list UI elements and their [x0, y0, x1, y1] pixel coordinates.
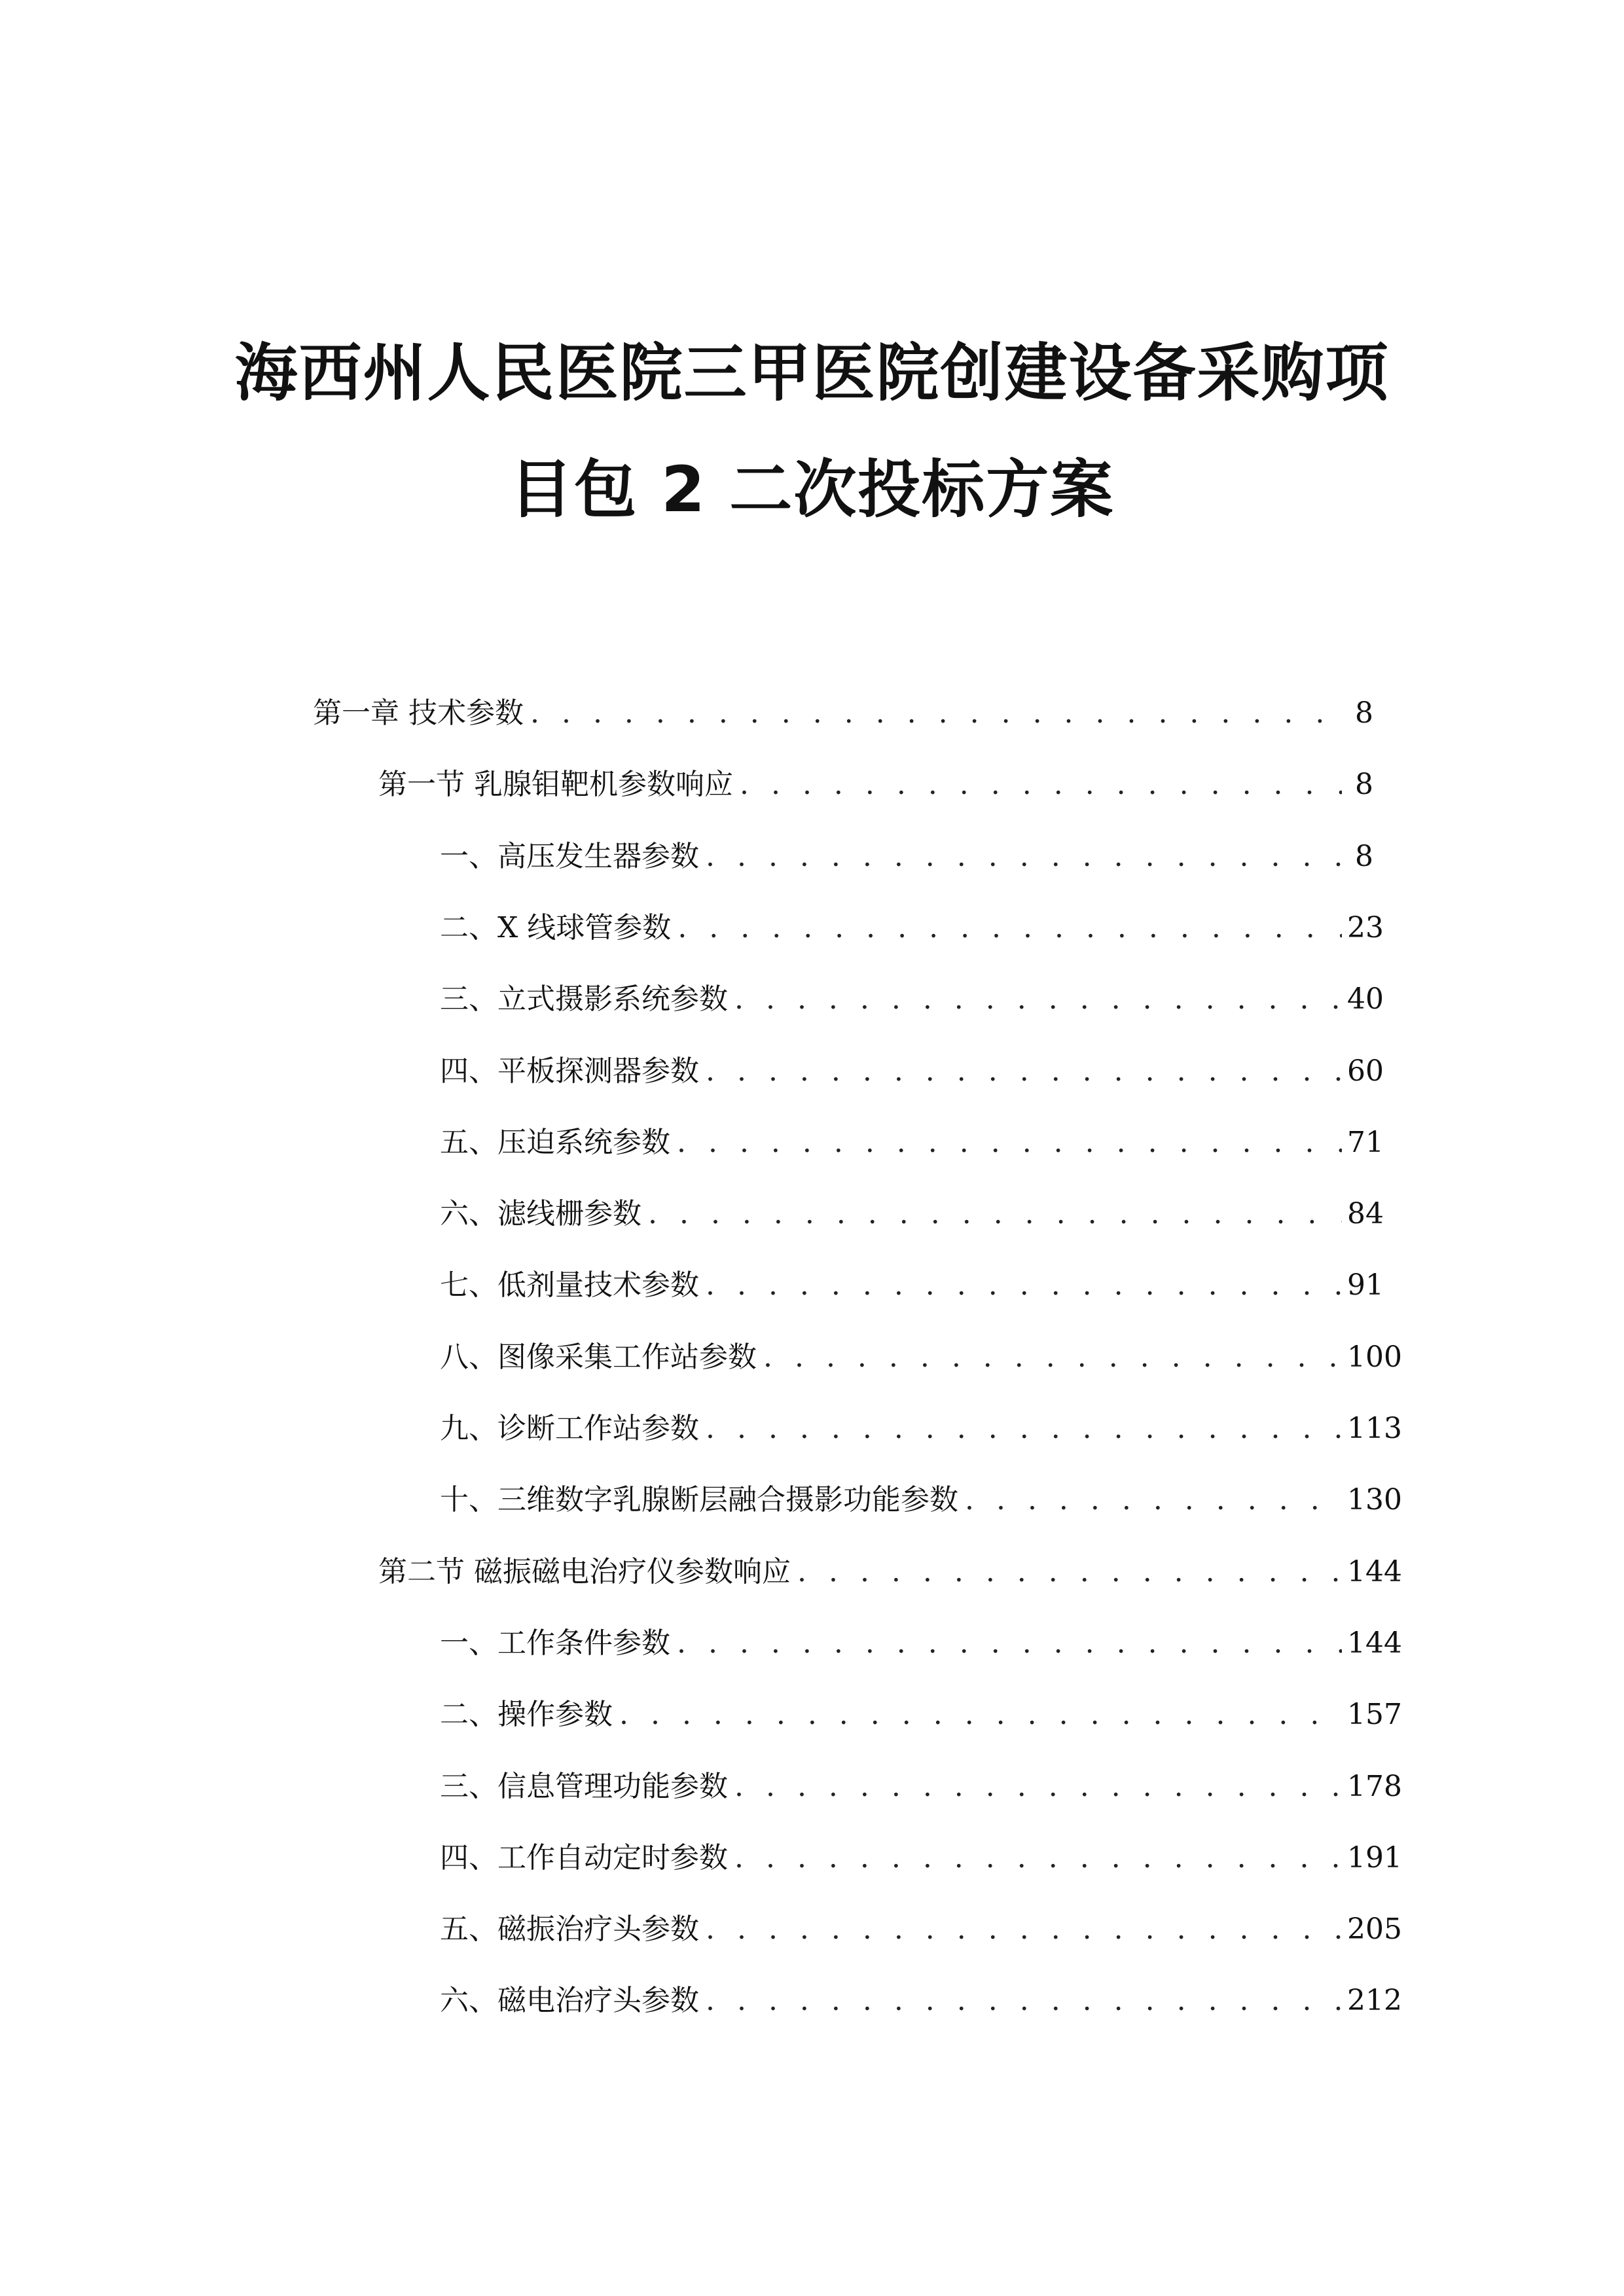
toc-entry[interactable] [440, 1689, 1402, 1734]
toc-entry-number: 五、 [440, 1912, 497, 1946]
toc-entry-label: 磁振治疗头参数 [497, 1912, 699, 1946]
toc-entry-label: 第一章 技术参数 [313, 696, 524, 730]
toc-entry[interactable] [378, 759, 1373, 804]
toc-page-number: 157 [1347, 1698, 1402, 1731]
toc-page-number: 144 [1347, 1555, 1402, 1588]
toc-page-number: 8 [1355, 696, 1373, 730]
toc-entry-label: 工作自动定时参数 [497, 1841, 728, 1874]
toc-dot-leader [734, 1839, 1342, 1878]
toc-page-number: 100 [1347, 1340, 1402, 1374]
toc-page-number: 40 [1347, 982, 1384, 1016]
toc-entry[interactable] [378, 1546, 1402, 1592]
toc-entry[interactable] [440, 1474, 1402, 1520]
toc-dot-leader [706, 1981, 1342, 2020]
toc-entry-number: 六、 [440, 1984, 497, 2017]
toc-dot-leader [706, 1266, 1342, 1305]
toc-entry[interactable] [440, 1045, 1384, 1091]
toc-entry[interactable] [313, 687, 1373, 733]
toc-dot-leader [677, 1624, 1342, 1663]
toc-entry-number: 七、 [440, 1268, 497, 1302]
toc-entry-number: 三、 [440, 1770, 497, 1803]
toc-dot-leader [706, 1052, 1342, 1091]
toc-entry-label: 图像采集工作站参数 [497, 1340, 757, 1374]
toc-page-number: 130 [1347, 1483, 1402, 1516]
toc-entry[interactable] [440, 1188, 1384, 1234]
toc-entry-label: 平板探测器参数 [497, 1054, 699, 1088]
toc-entry-number: 二、 [440, 1698, 497, 1731]
toc-page-number: 8 [1355, 840, 1373, 873]
toc-entry[interactable] [440, 973, 1384, 1019]
toc-entry-number: 四、 [440, 1054, 497, 1088]
toc-page-number: 91 [1347, 1268, 1384, 1302]
toc-page-number: 205 [1347, 1912, 1402, 1946]
toc-entry-label: 第一节 乳腺钼靶机参数响应 [378, 768, 733, 801]
toc-entry-label: 磁电治疗头参数 [497, 1984, 699, 2017]
toc-dot-leader [763, 1338, 1342, 1377]
toc-dot-leader [740, 765, 1342, 804]
toc-entry-label: 压迫系统参数 [497, 1126, 670, 1159]
toc-page-number: 191 [1347, 1841, 1402, 1874]
toc-entry-label: 三维数字乳腺断层融合摄影功能参数 [497, 1483, 958, 1516]
toc-entry[interactable] [440, 902, 1384, 948]
toc-entry[interactable] [440, 1975, 1402, 2020]
toc-entry-number: 九、 [440, 1412, 497, 1445]
toc-dot-leader [734, 1767, 1342, 1806]
toc-dot-leader [965, 1480, 1342, 1520]
toc-entry-label: 工作条件参数 [497, 1626, 670, 1660]
toc-dot-leader [706, 837, 1342, 876]
toc-entry-label: 操作参数 [497, 1698, 613, 1731]
toc-entry[interactable] [440, 1259, 1384, 1305]
toc-entry[interactable] [440, 1761, 1402, 1806]
toc-dot-leader [677, 1123, 1342, 1162]
toc-page-number: 113 [1347, 1412, 1402, 1445]
toc-entry-number: 五、 [440, 1126, 497, 1159]
toc-entry[interactable] [440, 1832, 1402, 1878]
toc-dot-leader [648, 1194, 1342, 1234]
toc-page-number: 71 [1347, 1126, 1384, 1159]
toc-entry-number: 十、 [440, 1483, 497, 1516]
toc-dot-leader [734, 980, 1342, 1019]
toc-entry-number: 一、 [440, 1626, 497, 1660]
toc-entry-label: 信息管理功能参数 [497, 1770, 728, 1803]
toc-page-number: 60 [1347, 1054, 1384, 1088]
toc-page-number: 23 [1347, 911, 1384, 944]
toc-entry-number: 八、 [440, 1340, 497, 1374]
toc-entry-number: 二、 [440, 911, 497, 944]
toc-entry[interactable] [440, 1117, 1384, 1162]
toc-page-number: 212 [1347, 1984, 1402, 2017]
document-title-line-2: 目包 2 二次投标方案 [509, 453, 1115, 526]
toc-entry[interactable] [440, 1331, 1402, 1377]
toc-entry-number: 三、 [440, 982, 497, 1016]
toc-entry-number: 六、 [440, 1197, 497, 1230]
toc-dot-leader [797, 1552, 1342, 1592]
toc-entry[interactable] [440, 1617, 1402, 1663]
toc-entry-label: 立式摄影系统参数 [497, 982, 728, 1016]
document-title-line-1: 海西州人民医院三甲医院创建设备采购项 [234, 336, 1390, 410]
toc-entry-label: 低剂量技术参数 [497, 1268, 699, 1302]
toc-entry-label: 第二节 磁振磁电治疗仪参数响应 [378, 1555, 791, 1588]
toc-entry[interactable] [440, 831, 1373, 876]
toc-entry[interactable] [440, 1903, 1402, 1949]
toc-entry[interactable] [440, 1403, 1402, 1448]
toc-dot-leader [677, 908, 1342, 948]
toc-dot-leader [619, 1695, 1342, 1734]
toc-entry-label: 高压发生器参数 [497, 840, 699, 873]
toc-entry-label: 诊断工作站参数 [497, 1412, 699, 1445]
toc-page-number: 84 [1347, 1197, 1384, 1230]
toc-page-number: 8 [1355, 768, 1373, 801]
toc-dot-leader [706, 1910, 1342, 1949]
toc-dot-leader [530, 694, 1342, 733]
toc-page-number: 178 [1347, 1770, 1402, 1803]
toc-entry-number: 一、 [440, 840, 497, 873]
toc-dot-leader [706, 1409, 1342, 1448]
toc-entry-label: X 线球管参数 [497, 911, 672, 944]
toc-page-number: 144 [1347, 1626, 1402, 1660]
toc-entry-number: 四、 [440, 1841, 497, 1874]
toc-entry-label: 滤线栅参数 [497, 1197, 641, 1230]
